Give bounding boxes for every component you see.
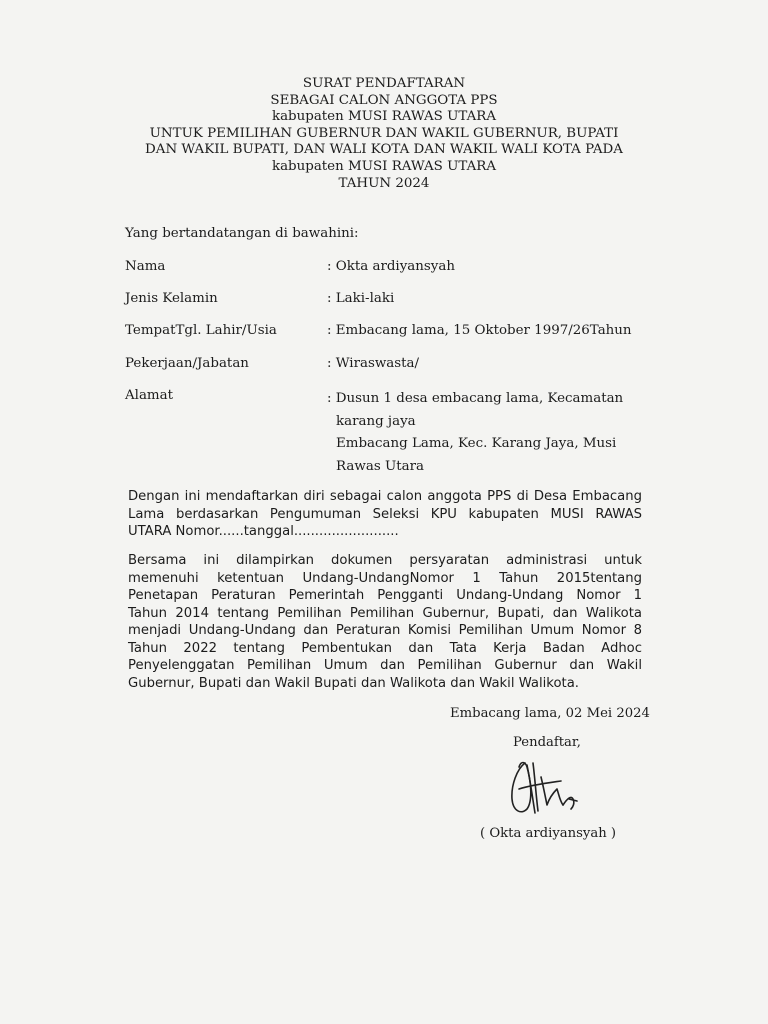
paragraph-line: Dengan ini mendaftarkan diri sebagai calon anggota PPS di Desa Embacang [128, 489, 642, 504]
signer-role: Pendaftar, [513, 735, 581, 750]
field-label: Jenis Kelamin [125, 291, 218, 306]
signer-name: ( Okta ardiyansyah ) [480, 826, 617, 841]
field-value: : Embacang lama, 15 Oktober 1997/26Tahun [327, 323, 632, 338]
paragraph-line: Gubernur, Bupati dan Wakil Bupati dan Walikota dan Wakil Walikota. [128, 675, 579, 691]
paragraph-line: Tahun 2022 tentang Pembentukan dan Tata Kerja Badan Adhoc [128, 640, 642, 656]
handwritten-signature [503, 755, 583, 819]
paragraph-line: Tahun 2014 tentang Pemilihan Pemilihan Gubernur, Bupati, dan Walikota [128, 605, 642, 621]
field-label: Pekerjaan/Jabatan [125, 356, 249, 371]
paragraph-line: menjadi Undang-Undang dan Peraturan Komisi Pemilihan Umum Nomor 8 [128, 623, 642, 638]
address-line: : Dusun 1 desa embacang lama, Kecamatan [327, 391, 624, 406]
field-value: : Okta ardiyansyah [327, 259, 455, 274]
title-line: UNTUK PEMILIHAN GUBERNUR DAN WAKIL GUBERNUR, BUPATI [149, 125, 619, 141]
letter-title [0, 76, 768, 192]
field-value [327, 388, 623, 478]
paragraph-line: Lama berdasarkan Pengumuman Seleksi KPU kabupaten MUSI RAWAS [128, 506, 642, 522]
title-line: kabupaten MUSI RAWAS UTARA [271, 109, 497, 125]
field-label: TempatTgl. Lahir/Usia [125, 323, 277, 338]
field-value: : Wiraswasta/ [327, 356, 420, 371]
place-date: Embacang lama, 02 Mei 2024 [450, 706, 650, 721]
title-line: SEBAGAI CALON ANGGOTA PPS [270, 92, 498, 108]
paragraph-line: Penetapan Peraturan Pemerintah Pengganti Undang-Undang Nomor 1 [128, 588, 642, 603]
title-line: DAN WAKIL BUPATI, DAN WALI KOTA DAN WAKIL WALI KOTA PADA [145, 142, 623, 158]
intro-text: Yang bertandatangan di bawahini: [125, 226, 359, 241]
paragraph-line: memenuhi ketentuan Undang-UndangNomor 1 Tahun 2015tentang [128, 570, 642, 586]
paragraph-line: UTARA Nomor......tanggal......................... [128, 524, 399, 539]
title-line: kabupaten MUSI RAWAS UTARA [271, 158, 497, 174]
address-line: Embacang Lama, Kec. Karang Jaya, Musi [336, 436, 617, 451]
paragraph-line: Bersama ini dilampirkan dokumen persyaratan administrasi untuk [128, 553, 642, 568]
paragraph-line: Penyelenggatan Pemilihan Umum dan Pemilihan Gubernur dan Wakil [128, 658, 642, 673]
field-label: Nama [125, 259, 166, 274]
field-label: Alamat [125, 388, 173, 403]
title-line: TAHUN 2024 [338, 175, 430, 191]
address-line: Rawas Utara [336, 458, 424, 474]
registration-paragraph [128, 488, 642, 541]
title-line: SURAT PENDAFTARAN [302, 76, 466, 91]
address-line: karang jaya [336, 413, 416, 429]
field-value: : Laki-laki [327, 291, 395, 306]
attachment-paragraph [128, 552, 642, 692]
